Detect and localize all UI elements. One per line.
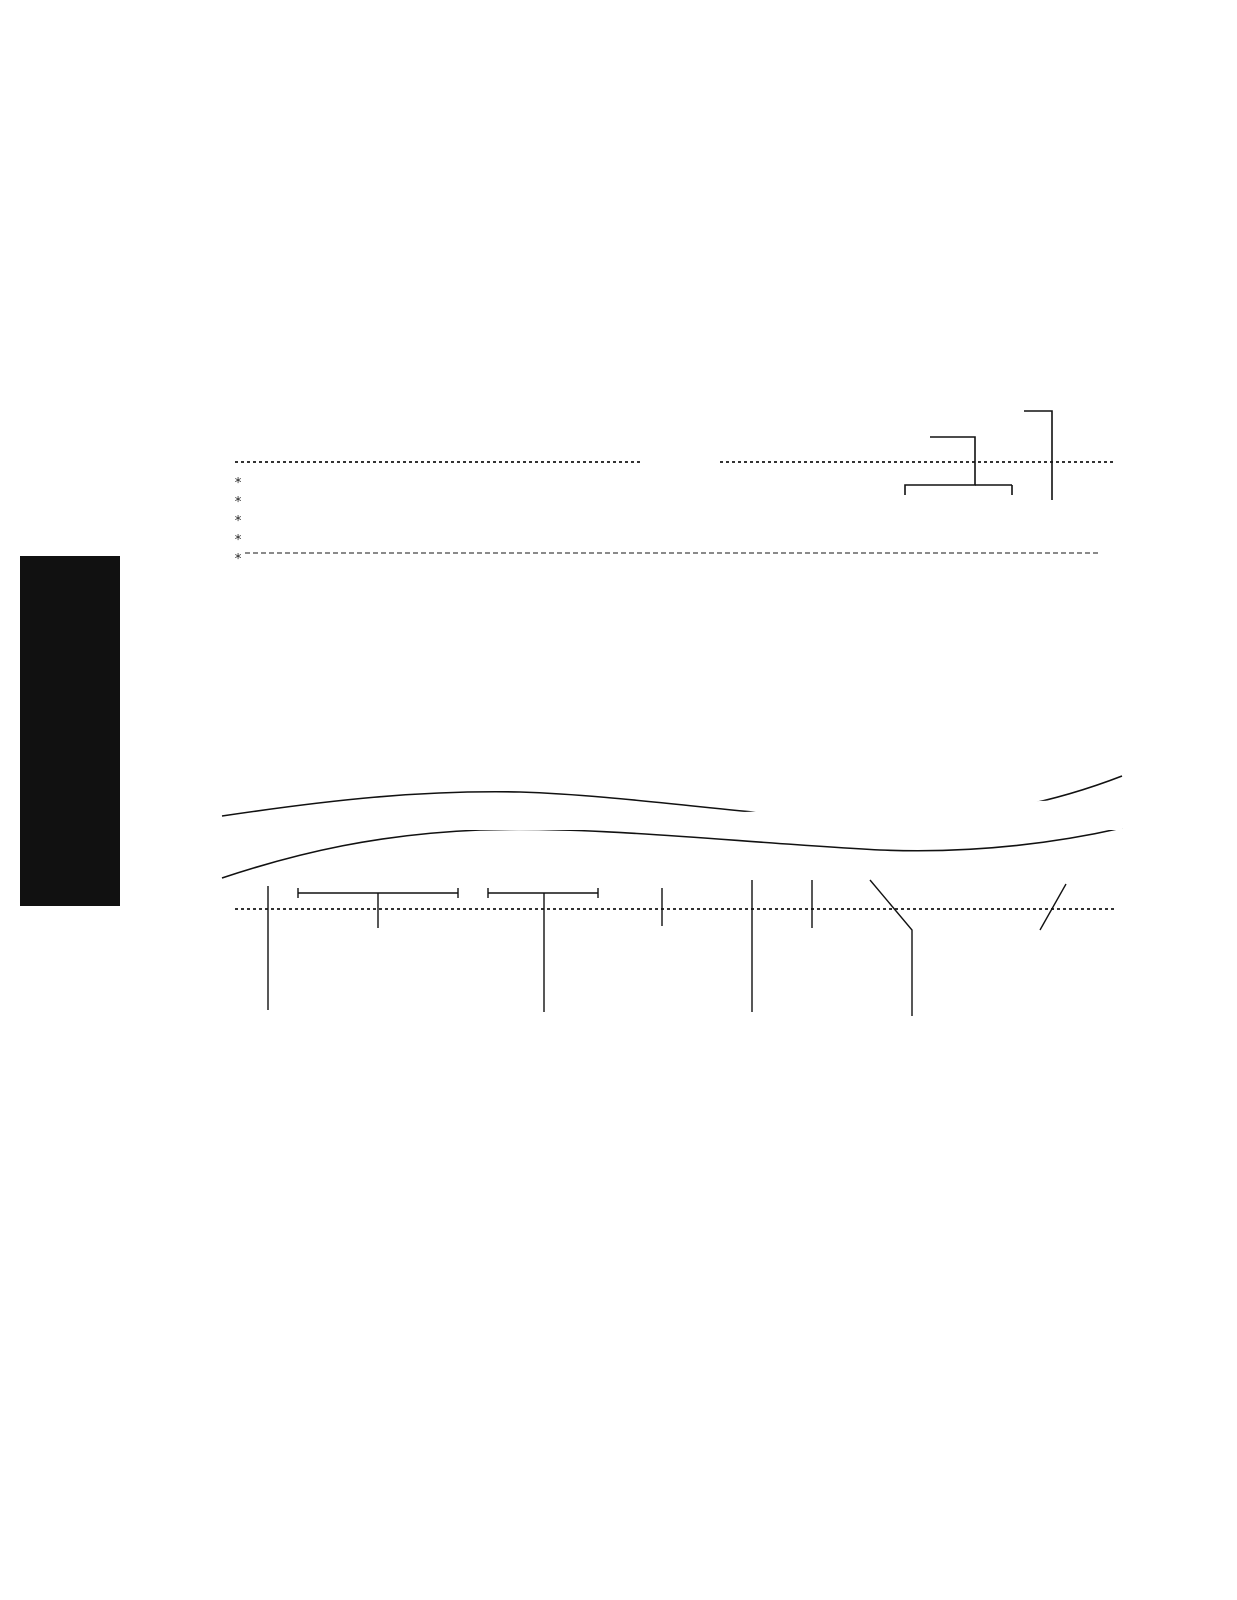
journal-left-border: * * * * * — [234, 475, 243, 567]
journal-rows-after-break — [0, 824, 1237, 884]
journal-rows — [0, 567, 1237, 807]
